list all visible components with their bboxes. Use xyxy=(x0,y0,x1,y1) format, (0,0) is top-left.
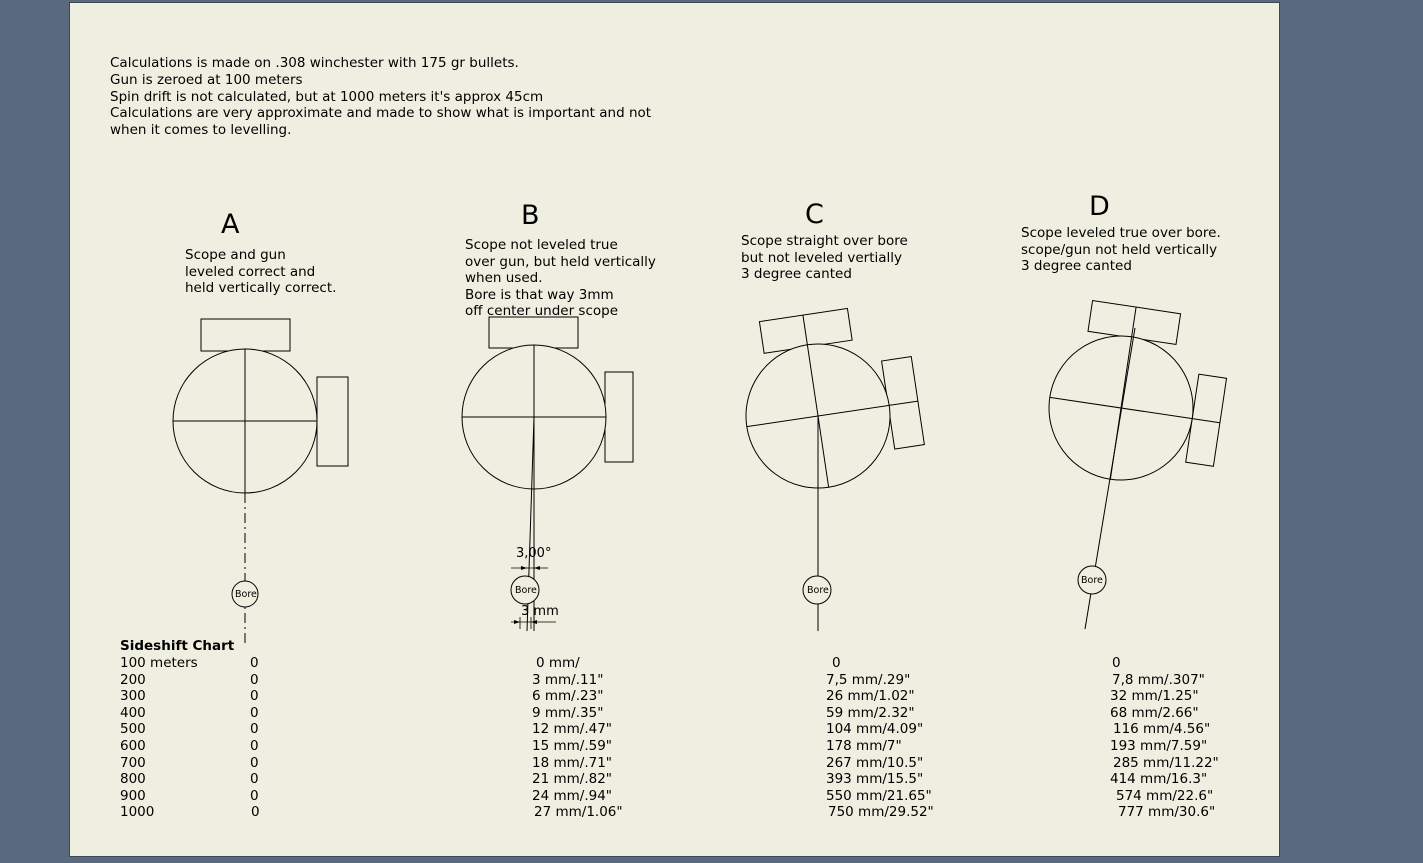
sideshift-cell-a: 0 xyxy=(251,804,260,821)
sideshift-cell-c: 104 mm/4.09" xyxy=(826,721,924,738)
sideshift-cell-b: 9 mm/.35" xyxy=(532,704,604,721)
panel-b-line: Bore is that way 3mm xyxy=(465,286,614,303)
sideshift-cell-distance: 500 xyxy=(120,721,146,738)
angle-dimension-label: 3,00° xyxy=(516,546,552,561)
panel-d-line: Scope leveled true over bore. xyxy=(1021,225,1221,241)
sideshift-cell-b: 6 mm/.23" xyxy=(532,688,604,705)
sideshift-cell-distance: 700 xyxy=(120,754,146,771)
panel-b-line: Scope not leveled true xyxy=(465,237,618,253)
sideshift-cell-distance: 400 xyxy=(120,704,146,721)
panel-b-line: off center under scope xyxy=(465,303,618,320)
sideshift-cell-d: 0 xyxy=(1112,655,1121,671)
panel-c-line: 3 degree canted xyxy=(741,266,852,283)
sideshift-cell-a: 0 xyxy=(250,688,259,705)
panel-b-letter: B xyxy=(521,200,540,231)
note-line: Calculations are very approximate and made to show what is important and not xyxy=(110,105,652,121)
sideshift-cell-d: 68 mm/2.66" xyxy=(1110,704,1199,721)
panel-c-letter: C xyxy=(805,199,824,230)
sideshift-cell-d: 285 mm/11.22" xyxy=(1113,754,1219,771)
scope-turret-top xyxy=(489,317,578,348)
sideshift-cell-b: 27 mm/1.06" xyxy=(534,804,623,821)
arrow-head xyxy=(534,566,540,570)
sideshift-cell-distance: 200 xyxy=(120,671,146,688)
offset-dimension-label: 3 mm xyxy=(521,604,559,619)
sideshift-cell-a: 0 xyxy=(250,655,259,671)
scope-turret-top xyxy=(201,319,290,351)
panel-a-letter: A xyxy=(221,209,240,240)
sideshift-cell-d: 32 mm/1.25" xyxy=(1110,688,1199,705)
sideshift-cell-d: 116 mm/4.56" xyxy=(1113,721,1211,738)
sideshift-cell-distance: 600 xyxy=(120,738,146,754)
panel-b-line: when used. xyxy=(465,270,543,287)
sideshift-cell-distance: 900 xyxy=(120,787,146,804)
scope-turret-side xyxy=(317,377,348,466)
sideshift-cell-a: 0 xyxy=(250,671,259,688)
bore-label: Bore xyxy=(807,585,829,596)
panel-d-line: 3 degree canted xyxy=(1021,258,1132,275)
sideshift-cell-b: 21 mm/.82" xyxy=(532,771,612,788)
sideshift-cell-c: 267 mm/10.5" xyxy=(826,754,924,771)
sideshift-cell-b: 15 mm/.59" xyxy=(532,738,612,754)
sideshift-chart-title: Sideshift Chart xyxy=(120,638,235,654)
sideshift-cell-d: 574 mm/22.6" xyxy=(1116,787,1214,804)
sideshift-cell-a: 0 xyxy=(250,787,259,804)
scope-turret-side xyxy=(605,372,633,462)
note-line: Gun is zeroed at 100 meters xyxy=(110,72,303,88)
sideshift-cell-distance: 300 xyxy=(120,688,146,705)
sideshift-cell-a: 0 xyxy=(250,704,259,721)
arrow-head xyxy=(521,566,527,570)
sideshift-cell-d: 777 mm/30.6" xyxy=(1118,804,1216,821)
sideshift-cell-d: 193 mm/7.59" xyxy=(1110,738,1208,754)
panel-a-line: held vertically correct. xyxy=(185,280,337,297)
arrow-head xyxy=(514,620,520,624)
note-line: Spin drift is not calculated, but at 1000 meters it's approx 45cm xyxy=(110,89,544,105)
sideshift-cell-distance: 100 meters xyxy=(120,655,198,671)
sideshift-cell-a: 0 xyxy=(250,721,259,738)
sideshift-cell-d: 414 mm/16.3" xyxy=(1110,771,1208,788)
sideshift-cell-c: 178 mm/7" xyxy=(826,738,902,754)
panel-c-line: but not leveled vertially xyxy=(741,249,903,266)
sideshift-cell-d: 7,8 mm/.307" xyxy=(1112,671,1205,688)
panel-c-line: Scope straight over bore xyxy=(741,233,908,249)
diagram-c xyxy=(732,300,929,498)
sideshift-cell-b: 3 mm/.11" xyxy=(532,671,604,688)
bore-label: Bore xyxy=(235,589,257,600)
sideshift-cell-c: 393 mm/15.5" xyxy=(826,771,924,788)
bore-label: Bore xyxy=(515,585,537,596)
sideshift-cell-b: 18 mm/.71" xyxy=(532,754,612,771)
panel-a-line: leveled correct and xyxy=(185,263,316,280)
diagram-b xyxy=(462,317,633,631)
note-line: when it comes to levelling. xyxy=(110,122,292,138)
panel-b-line: over gun, but held vertically xyxy=(465,253,656,270)
sideshift-cell-a: 0 xyxy=(250,771,259,788)
sideshift-cell-a: 0 xyxy=(250,754,259,771)
panel-a-line: Scope and gun xyxy=(185,247,286,263)
sideshift-cell-distance: 800 xyxy=(120,771,146,788)
sideshift-cell-b: 0 mm/ xyxy=(536,655,580,671)
sideshift-cell-c: 26 mm/1.02" xyxy=(826,688,915,705)
sideshift-cell-a: 0 xyxy=(250,738,259,754)
diagram-d xyxy=(1039,296,1235,494)
panel-d-line: scope/gun not held vertically xyxy=(1021,241,1218,258)
note-line: Calculations is made on .308 winchester with 175 gr bullets. xyxy=(110,55,519,71)
panel-d-letter: D xyxy=(1089,191,1110,222)
diagram-a xyxy=(173,319,348,643)
sideshift-cell-c: 750 mm/29.52" xyxy=(828,804,934,821)
sideshift-cell-b: 12 mm/.47" xyxy=(532,721,612,738)
sideshift-cell-c: 0 xyxy=(832,655,841,671)
bore-label: Bore xyxy=(1081,575,1103,586)
sideshift-cell-c: 550 mm/21.65" xyxy=(826,787,932,804)
sideshift-cell-b: 24 mm/.94" xyxy=(532,787,612,804)
sideshift-cell-c: 7,5 mm/.29" xyxy=(826,671,911,688)
sideshift-cell-distance: 1000 xyxy=(120,804,155,821)
sideshift-cell-c: 59 mm/2.32" xyxy=(826,704,915,721)
drawing-sheet xyxy=(69,2,1280,857)
